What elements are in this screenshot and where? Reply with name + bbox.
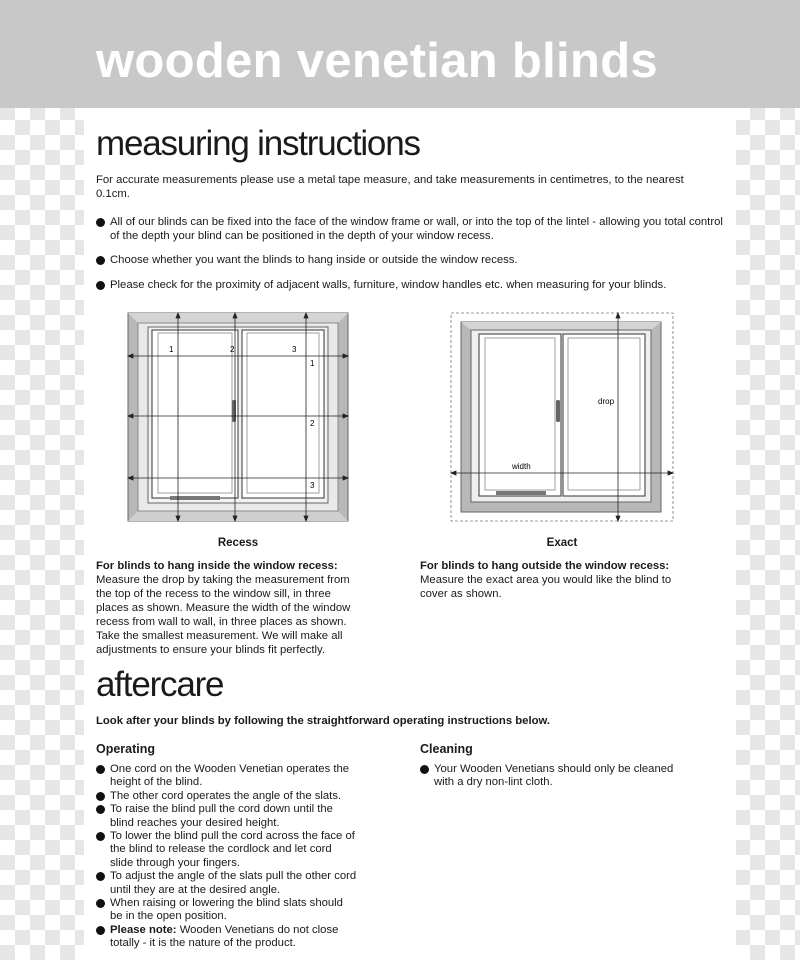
aftercare-heading: aftercare [96, 665, 224, 704]
recess-line: Take the smallest measurement. We will make all [96, 630, 343, 642]
list-item: Your Wooden Venetians should only be cleaned with a dry non-lint cloth. [420, 763, 730, 790]
bullet-icon [96, 765, 105, 774]
list-item: One cord on the Wooden Venetian operates the height of the blind. [96, 763, 406, 790]
measuring-bullet [96, 253, 726, 267]
recess-line: adjustments to ensure your blinds fit perfectly. [96, 644, 325, 656]
recess-line: recess from wall to wall, in three places as shown. [96, 616, 347, 628]
exact-line: Measure the exact area you would like the blind to [420, 574, 672, 586]
exact-window-diagram [446, 308, 678, 526]
recess-label-w1: 1 [169, 345, 174, 354]
measuring-intro: For accurate measurements please use a metal tape measure, and take measurements in centimetres, to the nearest 0.1cm. [96, 174, 684, 200]
bullet-icon [96, 872, 105, 881]
measuring-bullet-text: Choose whether you want the blinds to hang inside or outside the window recess. [110, 254, 518, 266]
list-item: To adjust the angle of the slats pull the other cord until they are at the desired angle. [96, 870, 406, 897]
recess-line: Measure the drop by taking the measurement from [96, 574, 350, 586]
recess-label-w3: 3 [292, 345, 297, 354]
recess-line: the top of the recess to the window sill, in three [96, 588, 331, 600]
measuring-bullet-text: All of our blinds can be fixed into the face of the window frame or wall, or into the top of the lintel - allowing you total control of the depth your blind can be positioned in the depth of your window recess. [110, 216, 723, 242]
page-title: wooden venetian blinds [96, 34, 658, 88]
window-handle-icon [556, 400, 560, 422]
recess-window-diagram [118, 308, 358, 526]
bullet-icon [420, 765, 429, 774]
list-item: The other cord operates the angle of the slats. [96, 790, 406, 803]
exact-caption: Exact [546, 537, 578, 549]
bullet-icon [96, 792, 105, 801]
recess-line: places as shown. Measure the width of the window [96, 602, 351, 614]
bullet-icon [96, 805, 105, 814]
measuring-bullet [96, 278, 726, 292]
recess-text [96, 559, 396, 657]
recess-label-d3: 3 [310, 481, 315, 490]
measuring-bullet-text: Please check for the proximity of adjacent walls, furniture, window handles etc. when measuring for your blinds. [110, 279, 667, 291]
recess-heading: For blinds to hang inside the window recess: [96, 560, 338, 572]
measuring-bullet [96, 215, 726, 243]
list-item: To lower the blind pull the cord across the face of the blind to release the cordlock and let cord slide through your fingers. [96, 830, 406, 870]
recess-label-d2: 2 [310, 419, 315, 428]
recess-label-w2: 2 [230, 345, 235, 354]
page-header [0, 0, 800, 108]
operating-list [96, 763, 406, 951]
measuring-heading: measuring instructions [96, 124, 420, 163]
recess-label-d1: 1 [310, 359, 315, 368]
list-item: When raising or lowering the blind slats should be in the open position. [96, 897, 406, 924]
bullet-icon [96, 832, 105, 841]
list-item: To raise the blind pull the cord down until the blind reaches your desired height. [96, 803, 406, 830]
exact-text [420, 559, 720, 601]
bullet-icon [96, 899, 105, 908]
list-item-note: Please note: Wooden Venetians do not close totally - it is the nature of the product. [96, 924, 406, 951]
bullet-icon [96, 926, 105, 935]
exact-label-width: width [512, 462, 531, 471]
cleaning-list [420, 763, 730, 790]
bullet-icon [96, 281, 105, 290]
recess-caption: Recess [217, 537, 259, 549]
cleaning-heading: Cleaning [420, 742, 473, 756]
bullet-icon [96, 256, 105, 265]
operating-heading: Operating [96, 742, 156, 756]
exact-heading: For blinds to hang outside the window recess: [420, 560, 670, 572]
aftercare-intro: Look after your blinds by following the straightforward operating instructions below. [96, 715, 550, 727]
bullet-icon [96, 218, 105, 227]
exact-label-drop: drop [598, 397, 615, 406]
exact-line: cover as shown. [420, 588, 502, 600]
